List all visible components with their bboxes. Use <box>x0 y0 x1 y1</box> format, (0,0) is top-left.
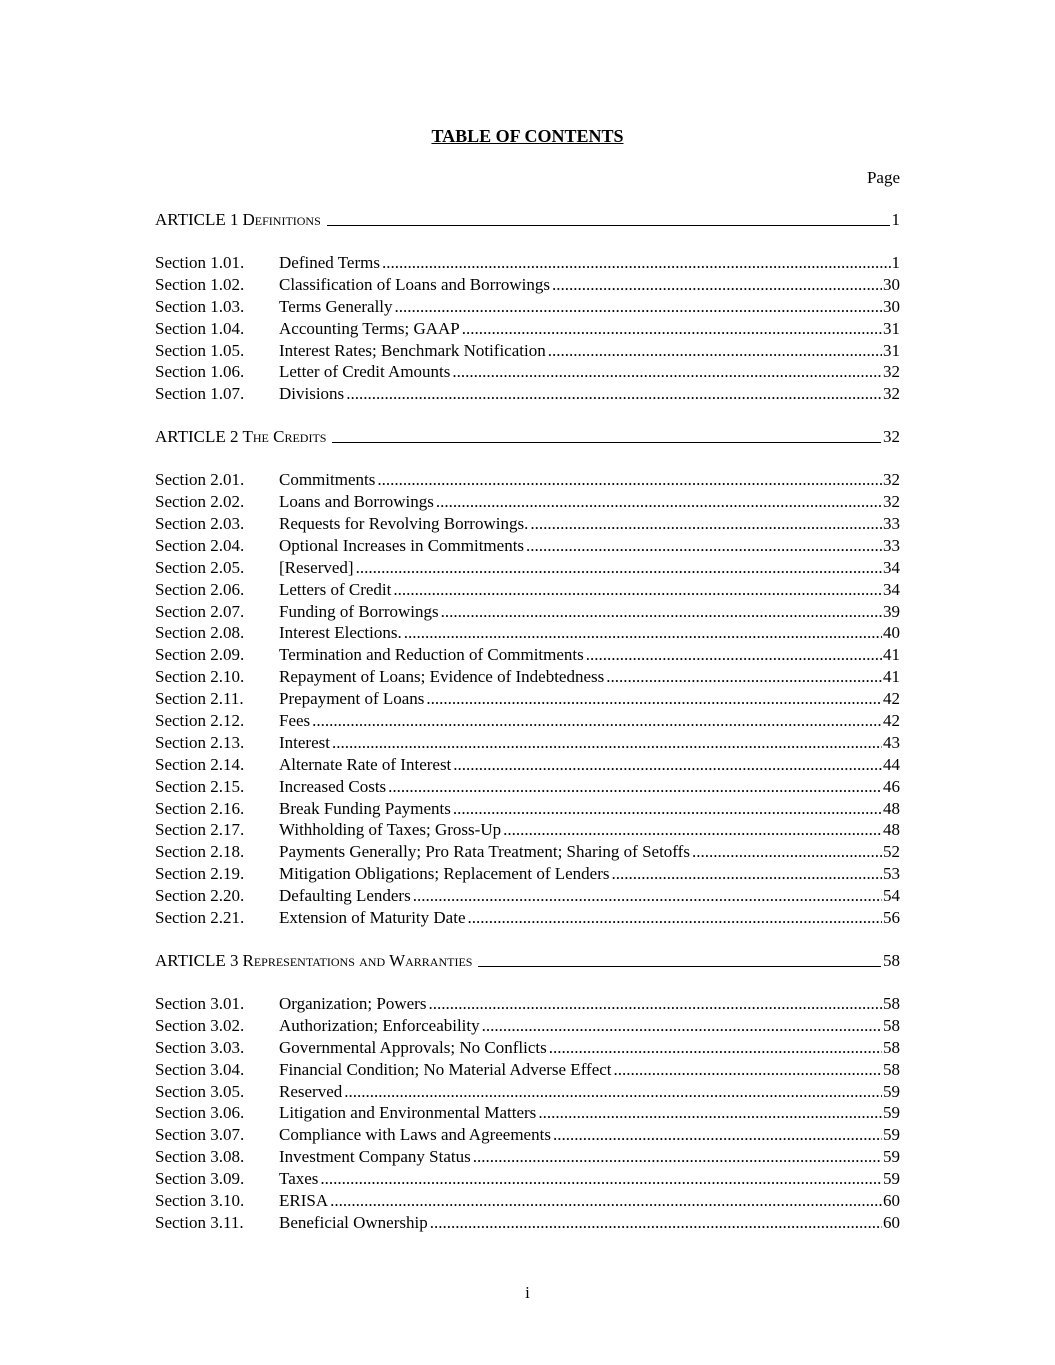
toc-section-entry[interactable] <box>155 252 900 274</box>
dot-leader <box>549 1037 882 1059</box>
section-page-number: 41 <box>883 645 900 665</box>
section-page-number: 60 <box>883 1190 900 1210</box>
section-page-number: 58 <box>883 993 900 1013</box>
dot-leader <box>453 754 882 776</box>
toc-section-entry[interactable] <box>155 361 900 383</box>
dot-leader <box>356 557 882 579</box>
toc-section-entry[interactable] <box>155 1124 900 1146</box>
section-number: Section 2.02. <box>155 492 245 512</box>
article-page-number: 1 <box>891 210 900 229</box>
section-number: Section 2.05. <box>155 557 245 577</box>
section-page-number: 54 <box>883 886 900 906</box>
section-number: Section 2.10. <box>155 667 245 687</box>
section-number: Section 2.04. <box>155 535 245 555</box>
section-number: Section 2.09. <box>155 645 245 665</box>
section-title: Interest <box>279 732 330 752</box>
dot-leader <box>482 1015 882 1037</box>
section-page-number: 43 <box>883 732 900 752</box>
section-title: Termination and Reduction of Commitments <box>279 645 584 665</box>
toc-section-entry[interactable] <box>155 601 900 623</box>
section-page-number: 34 <box>883 579 900 599</box>
dot-leader <box>346 383 882 405</box>
toc-section-entry[interactable] <box>155 1102 900 1124</box>
dot-leader <box>468 907 883 929</box>
section-number: Section 2.18. <box>155 842 245 862</box>
dot-leader <box>395 296 882 318</box>
dot-leader <box>330 1190 882 1212</box>
section-title: Loans and Borrowings <box>279 492 434 512</box>
section-number: Section 2.01. <box>155 470 245 490</box>
toc-section-entry[interactable] <box>155 535 900 557</box>
section-title: Authorization; Enforceability <box>279 1015 480 1035</box>
dot-leader <box>441 601 882 623</box>
section-page-number: 59 <box>883 1169 900 1189</box>
dot-leader <box>530 513 882 535</box>
dot-leader <box>413 885 882 907</box>
dot-leader <box>692 841 882 863</box>
section-title: Litigation and Environmental Matters <box>279 1103 537 1123</box>
dot-leader <box>548 340 882 362</box>
section-title: Classification of Loans and Borrowings <box>279 274 551 294</box>
dot-leader <box>473 1146 882 1168</box>
dot-leader <box>503 819 882 841</box>
section-title: Interest Elections. <box>279 623 402 643</box>
article-page-number: 32 <box>883 427 900 447</box>
section-number: Section 3.11. <box>155 1212 244 1232</box>
section-number: Section 1.07. <box>155 384 245 404</box>
section-title: Defined Terms <box>279 253 380 272</box>
section-title: Mitigation Obligations; Replacement of Lenders <box>279 864 610 884</box>
toc-section-entry[interactable] <box>155 1059 900 1081</box>
dot-leader <box>430 1212 882 1234</box>
toc-section-entry[interactable] <box>155 732 900 754</box>
section-number: Section 2.19. <box>155 864 245 884</box>
section-title: Letter of Credit Amounts <box>279 362 451 382</box>
dot-leader <box>426 688 882 710</box>
section-title: Prepayment of Loans <box>279 689 425 709</box>
dot-leader <box>553 1124 882 1146</box>
section-number: Section 2.06. <box>155 579 245 599</box>
section-title: Defaulting Lenders <box>279 886 411 906</box>
section-page-number: 60 <box>883 1212 900 1232</box>
section-title: Governmental Approvals; No Conflicts <box>279 1037 547 1057</box>
section-number: Section 2.15. <box>155 776 245 796</box>
section-title: Beneficial Ownership <box>279 1212 428 1232</box>
dot-leader <box>552 274 882 296</box>
section-title: Requests for Revolving Borrowings. <box>279 514 529 534</box>
section-number: Section 1.01. <box>155 253 245 272</box>
section-number: Section 3.08. <box>155 1147 245 1167</box>
section-number: Section 2.17. <box>155 820 245 840</box>
section-page-number: 31 <box>883 318 900 338</box>
article-title: Representations and Warranties <box>242 950 473 970</box>
section-page-number: 59 <box>883 1103 900 1123</box>
dot-leader <box>388 776 882 798</box>
toc-section-entry[interactable] <box>155 469 900 491</box>
section-title: Accounting Terms; GAAP <box>279 318 460 338</box>
section-title: Terms Generally <box>279 296 393 316</box>
dot-leader <box>452 361 882 383</box>
toc-section-entry[interactable] <box>155 1037 900 1059</box>
section-number: Section 1.05. <box>155 340 245 360</box>
toc-section-entry[interactable] <box>155 622 900 644</box>
article-label: ARTICLE 3 <box>155 950 239 970</box>
section-title: Taxes <box>279 1169 319 1189</box>
section-number: Section 3.03. <box>155 1037 245 1057</box>
section-number: Section 2.08. <box>155 623 245 643</box>
section-number: Section 2.03. <box>155 514 245 534</box>
dot-leader <box>586 644 882 666</box>
section-page-number: 33 <box>883 514 900 534</box>
article-label: ARTICLE 1 <box>155 210 239 229</box>
dot-leader <box>332 732 882 754</box>
dot-leader <box>377 469 882 491</box>
dot-leader <box>538 1102 882 1124</box>
dot-leader <box>344 1081 882 1103</box>
page-column-label: Page <box>866 168 900 187</box>
toc-section-entry[interactable] <box>155 1168 900 1190</box>
section-page-number: 33 <box>883 535 900 555</box>
section-page-number: 59 <box>883 1081 900 1101</box>
section-number: Section 2.07. <box>155 601 245 621</box>
section-number: Section 1.06. <box>155 362 245 382</box>
section-number: Section 2.11. <box>155 689 244 709</box>
toc-section-entry[interactable] <box>155 710 900 732</box>
section-title: Financial Condition; No Material Adverse Effect <box>279 1059 612 1079</box>
section-page-number: 32 <box>883 492 900 512</box>
section-title: Reserved <box>279 1081 343 1101</box>
section-title: Funding of Borrowings <box>279 601 439 621</box>
dot-leader <box>526 535 882 557</box>
section-page-number: 1 <box>891 253 900 272</box>
section-number: Section 3.01. <box>155 993 245 1013</box>
toc-section-entry[interactable] <box>155 666 900 688</box>
section-page-number: 58 <box>883 1015 900 1035</box>
article-heading[interactable] <box>155 950 900 972</box>
section-title: Divisions <box>279 384 345 404</box>
article-title: The Credits <box>242 427 327 447</box>
section-number: Section 3.10. <box>155 1190 245 1210</box>
toc-section-entry[interactable] <box>155 491 900 513</box>
section-title: Extension of Maturity Date <box>279 908 466 928</box>
dot-leader <box>611 863 882 885</box>
section-title: Alternate Rate of Interest <box>279 754 452 774</box>
section-title: Repayment of Loans; Evidence of Indebtedness <box>279 667 605 687</box>
section-number: Section 1.03. <box>155 296 245 316</box>
article-page-number: 58 <box>883 950 900 970</box>
article-title: Definitions <box>242 210 321 229</box>
section-page-number: 31 <box>883 340 900 360</box>
section-number: Section 1.02. <box>155 274 245 294</box>
section-number: Section 2.14. <box>155 754 245 774</box>
section-page-number: 44 <box>883 754 900 774</box>
toc-section-entry[interactable] <box>155 1146 900 1168</box>
toc-section-entry[interactable] <box>155 798 900 820</box>
toc-section-entry[interactable] <box>155 1015 900 1037</box>
section-number: Section 3.04. <box>155 1059 245 1079</box>
section-number: Section 2.12. <box>155 711 245 731</box>
section-list <box>155 252 900 405</box>
section-number: Section 2.21. <box>155 908 245 928</box>
section-title: Investment Company Status <box>279 1147 471 1167</box>
section-page-number: 32 <box>883 470 900 490</box>
section-page-number: 32 <box>883 362 900 382</box>
section-page-number: 58 <box>883 1059 900 1079</box>
toc-section-entry[interactable] <box>155 993 900 1015</box>
toc-section-entry[interactable] <box>155 1081 900 1103</box>
section-title: Break Funding Payments <box>279 798 451 818</box>
section-page-number: 56 <box>883 908 900 928</box>
dot-leader <box>404 622 882 644</box>
toc-section-entry[interactable] <box>155 579 900 601</box>
toc-section-entry[interactable] <box>155 819 900 841</box>
dot-leader <box>320 1168 882 1190</box>
article-rule <box>327 209 890 226</box>
dot-leader <box>453 798 882 820</box>
section-page-number: 32 <box>883 384 900 404</box>
section-page-number: 30 <box>883 274 900 294</box>
toc-section-entry[interactable] <box>155 274 900 296</box>
section-list <box>155 993 900 1234</box>
section-title: Fees <box>279 711 311 731</box>
section-page-number: 59 <box>883 1125 900 1145</box>
section-number: Section 3.09. <box>155 1169 245 1189</box>
section-number: Section 3.02. <box>155 1015 245 1035</box>
section-page-number: 48 <box>883 820 900 840</box>
dot-leader <box>462 318 882 340</box>
section-page-number: 41 <box>883 667 900 687</box>
section-title: Interest Rates; Benchmark Notification <box>279 340 546 360</box>
section-title: [Reserved] <box>279 557 354 577</box>
toc-section-entry[interactable] <box>155 318 900 340</box>
section-number: Section 2.16. <box>155 798 245 818</box>
toc-section-entry[interactable] <box>155 754 900 776</box>
dot-leader <box>606 666 882 688</box>
article-rule <box>332 426 881 443</box>
section-page-number: 58 <box>883 1037 900 1057</box>
toc-section-entry[interactable] <box>155 383 900 405</box>
section-title: Commitments <box>279 470 376 490</box>
section-title: Optional Increases in Commitments <box>279 535 525 555</box>
dot-leader <box>436 491 882 513</box>
section-page-number: 48 <box>883 798 900 818</box>
toc-section-entry[interactable] <box>155 296 900 318</box>
toc-section-entry[interactable] <box>155 907 900 929</box>
section-page-number: 42 <box>883 689 900 709</box>
dot-leader <box>393 579 882 601</box>
section-page-number: 59 <box>883 1147 900 1167</box>
page-title: TABLE OF CONTENTS <box>431 126 624 146</box>
section-page-number: 40 <box>883 623 900 643</box>
section-number: Section 3.07. <box>155 1125 245 1145</box>
section-number: Section 2.13. <box>155 732 245 752</box>
dot-leader <box>312 710 882 732</box>
section-title: Increased Costs <box>279 776 387 796</box>
article-rule <box>478 950 881 967</box>
article-heading[interactable] <box>155 426 900 448</box>
footer-page-number: i <box>525 1283 530 1302</box>
section-title: Letters of Credit <box>279 579 392 599</box>
toc-section-entry[interactable] <box>155 644 900 666</box>
section-number: Section 3.06. <box>155 1103 245 1123</box>
section-number: Section 2.20. <box>155 886 245 906</box>
section-title: Organization; Powers <box>279 993 427 1013</box>
toc-section-entry[interactable] <box>155 863 900 885</box>
dot-leader <box>382 252 891 274</box>
toc-section-entry[interactable] <box>155 841 900 863</box>
section-list <box>155 469 900 929</box>
section-page-number: 34 <box>883 557 900 577</box>
toc-section-entry[interactable] <box>155 1212 900 1234</box>
section-page-number: 46 <box>883 776 900 796</box>
toc-section-entry[interactable] <box>155 513 900 535</box>
section-page-number: 53 <box>883 864 900 884</box>
section-number: Section 1.04. <box>155 318 245 338</box>
article-label: ARTICLE 2 <box>155 427 239 447</box>
section-title: Payments Generally; Pro Rata Treatment; Sharing of Setoffs <box>279 842 690 862</box>
toc-section-entry[interactable] <box>155 776 900 798</box>
toc-section-entry[interactable] <box>155 1190 900 1212</box>
section-title: Withholding of Taxes; Gross-Up <box>279 820 502 840</box>
section-page-number: 39 <box>883 601 900 621</box>
dot-leader <box>614 1059 882 1081</box>
section-title: Compliance with Laws and Agreements <box>279 1125 551 1145</box>
section-page-number: 52 <box>883 842 900 862</box>
section-title: ERISA <box>279 1190 329 1210</box>
section-page-number: 30 <box>883 296 900 316</box>
article-heading[interactable] <box>155 209 900 231</box>
toc-section-entry[interactable] <box>155 340 900 362</box>
dot-leader <box>428 993 882 1015</box>
toc-section-entry[interactable] <box>155 885 900 907</box>
toc-section-entry[interactable] <box>155 688 900 710</box>
section-page-number: 42 <box>883 711 900 731</box>
table-of-contents <box>155 209 900 1255</box>
section-number: Section 3.05. <box>155 1081 245 1101</box>
toc-section-entry[interactable] <box>155 557 900 579</box>
